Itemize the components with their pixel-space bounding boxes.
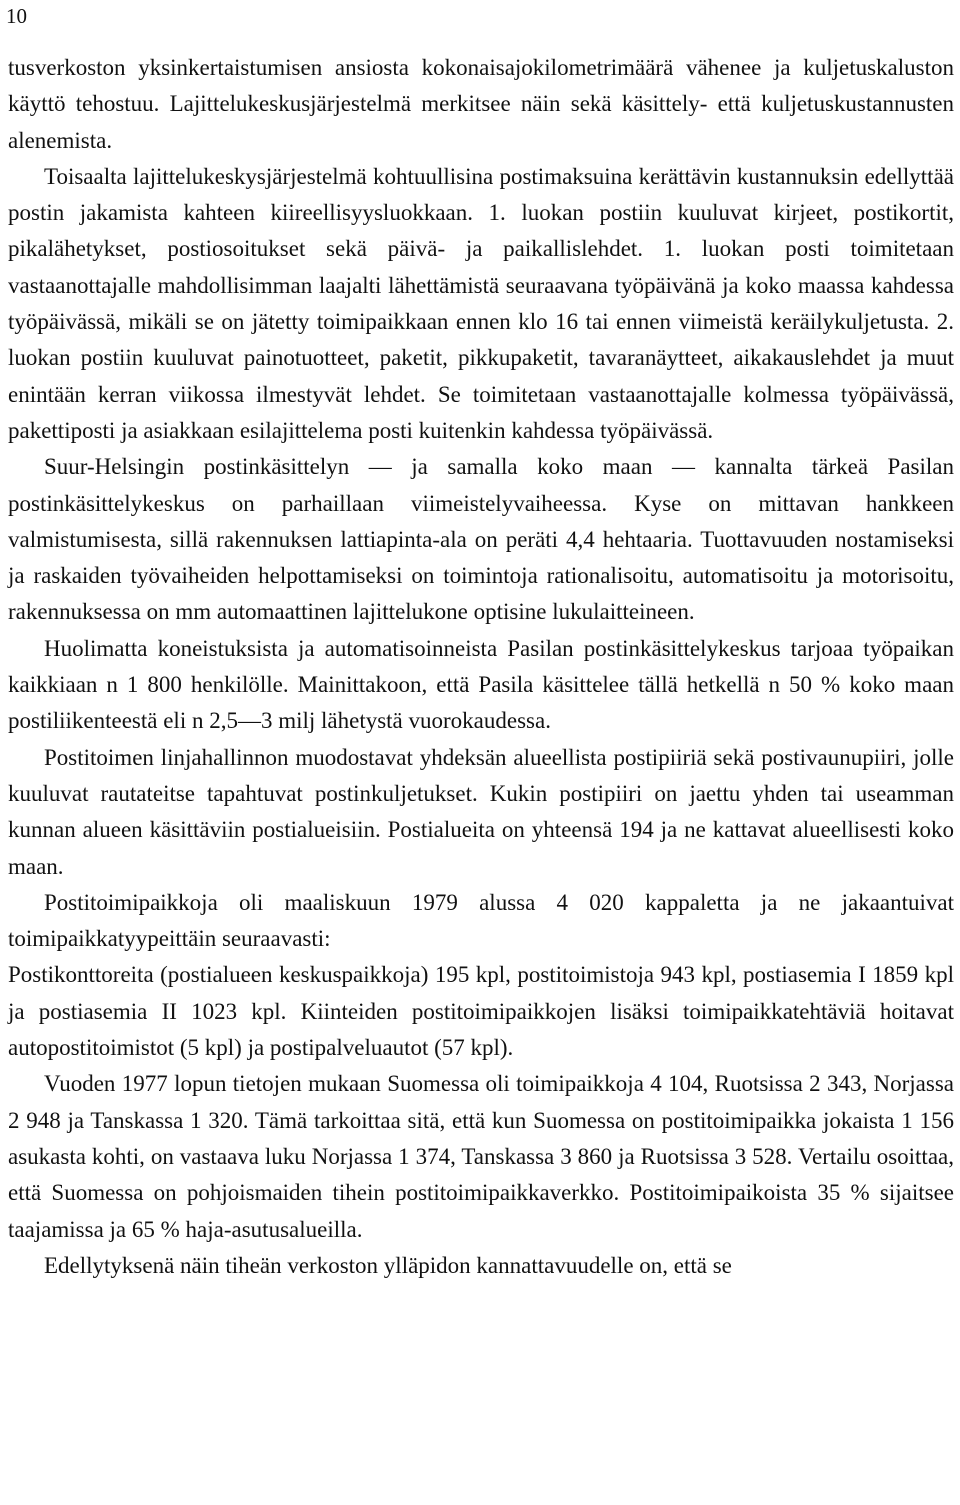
body-text [8, 50, 954, 1284]
paragraph-pasila-staff: Huolimatta koneistuksista ja automatisoinneista Pasilan postinkäsittelykeskus tarjoaa työpaikan kaikkiaan n 1 800 henkilölle. Mainittakoon, että Pasila käsittelee tällä hetkellä n 50 % koko maan postiliikenteestä eli n 2,5—3 milj lähetystä vuorokaudessa. [8, 635, 954, 734]
paragraph-nordic-comparison: Vuoden 1977 lopun tietojen mukaan Suomessa oli toimipaikkoja 4 104, Ruotsissa 2 343, Norjassa 2 948 ja Tanskassa 1 320. Tämä tarkoittaa sitä, että kun Suomessa on postitoimipaikka jokaista 1 156 asukasta kohti, on vastaava luku Norjassa 1 374, Tanskassa 3 860 ja Ruotsissa 3 528. Vertailu osoittaa, että Suomessa on pohjoismaiden tihein postitoimipaikkaverkko. Postitoimipaikoista 35 % sijaitsee taajamissa ja 65 % haja-asutusalueilla. [8, 1071, 954, 1242]
paragraph-post-office-types: Postikonttoreita (postialueen keskuspaikkoja) 195 kpl, postitoimistoja 943 kpl, postiasemia I 1859 kpl ja postiasemia II 1023 kpl. Kiinteiden postitoimipaikkojen lisäksi toimipaikkatehtäviä hoitavat autopostitoimistot (5 kpl) ja postipalveluautot (57 kpl). [8, 962, 954, 1061]
page-number: 10 [6, 4, 27, 28]
paragraph-mail-classes: Toisaalta lajittelukeskysjärjestelmä kohtuullisina postimaksuina kerättävin kustannuksin edellyttää postin jakamista kahteen kiireellisyysluokkaan. 1. luokan postiin kuuluvat kirjeet, postikortit, pikalähetykset, postiosoitukset sekä päivä- ja paikallislehdet. 1. luokan posti toimitetaan vastaanottajalle mahdollisimman laajalti lähettämistä seuraavana työpäivänä ja koko maassa kahdessa työpäivässä, mikäli se on jätetty toimipaikkaan ennen klo 16 tai ennen viimeistä keräilykuljetusta. 2. luokan postiin kuuluvat painotuotteet, paketit, pikkupaketit, tavaranäytteet, aikakauslehdet ja muut enintään kerran viikossa ilmestyvät lehdet. Se toimitetaan vastaanottajalle kolmessa työpäivässä, pakettiposti ja asiakkaan esilajittelema posti kuitenkin kahdessa työpäivässä. [8, 163, 954, 443]
paragraph-pasila-center: Suur-Helsingin postinkäsittelyn — ja samalla koko maan — kannalta tärkeä Pasilan postinkäsittelykeskus on parhaillaan viimeistelyvaiheessa. Kyse on mittavan hankkeen valmistumisesta, sillä rakennuksen lattiapinta-ala on peräti 4,4 hehtaaria. Tuottavuuden nostamiseksi ja raskaiden työvaiheiden helpottamiseksi on toimintoja rationalisoitu, automatisoitu ja motorisoitu, rakennuksessa on mm automaattinen lajittelukone optisine lukulaitteineen. [8, 454, 954, 625]
paragraph-continuation: tusverkoston yksinkertaistumisen ansiosta kokonaisajokilometrimäärä vähenee ja kuljetuskaluston käyttö tehostuu. Lajittelukeskusjärjestelmä merkitsee näin sekä käsittely- että kuljetuskustannusten alenemista. [8, 55, 954, 153]
paragraph-post-offices-count: Postitoimipaikkoja oli maaliskuun 1979 alussa 4 020 kappaletta ja ne jakaantuivat toimipaikkatyypeittäin seuraavasti: [8, 889, 954, 952]
paragraph-postal-districts: Postitoimen linjahallinnon muodostavat yhdeksän alueellista postipiiriä sekä postivaunupiiri, jolle kuuluvat rautateitse tapahtuvat postinkuljetukset. Kukin postipiiri on jaettu yhden tai useamman kunnan alueen käsittäviin postialueisiin. Postialueita on yhteensä 194 ja ne kattavat alueellisesti koko maan. [8, 744, 954, 879]
paragraph-network-upkeep: Edellytyksenä näin tiheän verkoston ylläpidon kannattavuudelle on, että se [44, 1252, 732, 1278]
